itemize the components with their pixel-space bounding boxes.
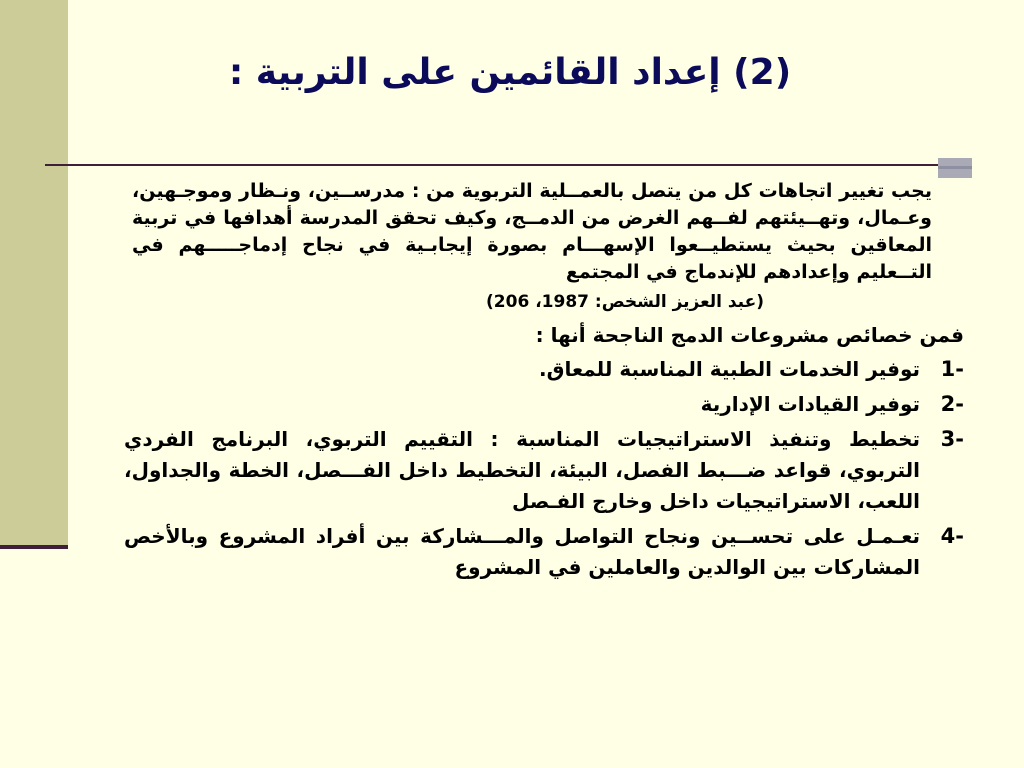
list-item-number: 3- [940,427,964,451]
intro-paragraph: يجب تغيير اتجاهات كل من يتصل بالعمــلية التربوية من : مدرســين، ونـظار وموجـهين، وعـمال، وتهــيئتهم لفــهم الغرض من الدمــج، وكيف تحقق المدرسة أهدافها في تربية المعاقين بحيث يستطيــعوا الإسهـــام بصورة إيجابـية في نجاح إدماجـــــهم في التــعليم وإعدادهم للإندماج في المجتمع [132,180,932,283]
list-item [124,521,964,583]
list-item-text: تعـمـل على تحســين ونجاح التواصل والمـــشاركة بين أفراد المشروع وبالأخص المشاركات بين الوالدين والعاملين في المشروع [124,524,920,579]
list-item [124,354,964,385]
citation: (عبد العزيز الشخص: 1987، 206) [486,292,764,312]
list-item-text: توفير الخدمات الطبية المناسبة للمعاق. [539,357,920,381]
slide-title: (2) إعداد القائمين على التربية : [228,52,792,93]
slide-body [124,178,964,583]
list-item-number: 2- [940,392,964,416]
list-item-number: 1- [940,357,964,381]
left-decorative-band [0,0,68,548]
title-divider-accent-line [938,166,972,169]
list-item [124,389,964,420]
list-item-text: تخطيط وتنفيذ الاستراتيجيات المناسبة : التقييم التربوي، البرنامج الفردي التربوي، قواعد ضـــبط الفصل، البيئة، التخطيط داخل الفـــصل، الخطة والجداول، اللعب، الاستراتيجيات داخل وخارج الفـصل [124,427,920,513]
list-lead: فمن خصائص مشروعات الدمج الناجحة أنها : [535,323,964,347]
list-item-number: 4- [940,524,964,548]
title-divider [45,164,945,166]
list-item [124,424,964,517]
characteristics-list [124,354,964,583]
left-band-divider [0,545,68,549]
list-item-text: توفير القيادات الإدارية [700,392,920,416]
